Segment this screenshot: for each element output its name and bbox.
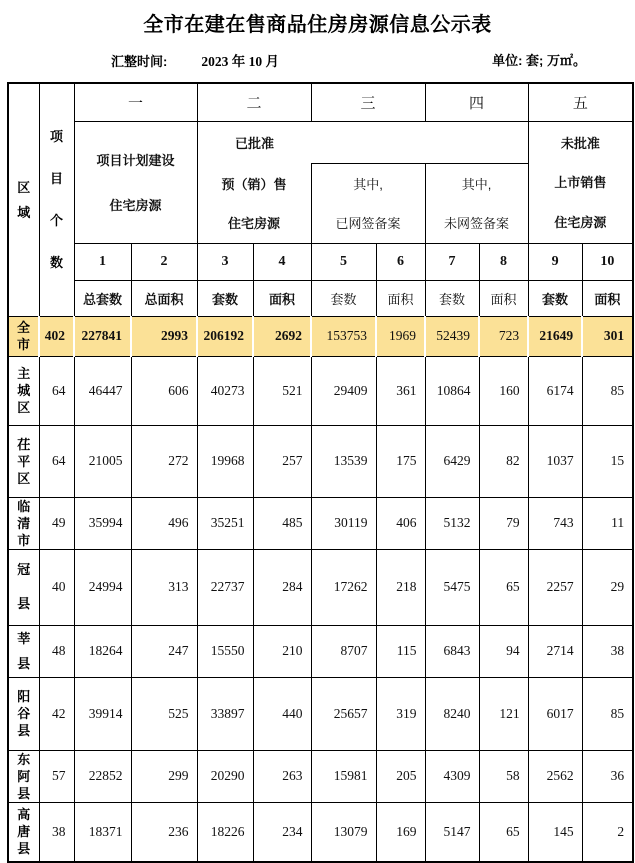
value-cell: 25657 [311,677,376,750]
value-cell: 29 [582,549,633,625]
value-cell: 18226 [197,802,253,862]
col-label-1: 总套数 [74,280,131,316]
column-label-row [8,280,633,316]
unit-label: 单位: 套; 万㎡。 [492,53,586,68]
table-row [8,356,633,425]
value-cell: 22737 [197,549,253,625]
value-cell: 525 [131,677,197,750]
value-cell: 606 [131,356,197,425]
col-number-8: 8 [479,243,528,280]
region-cell: 阳谷县 [8,677,39,750]
value-cell: 121 [479,677,528,750]
collect-time-value: 2023 年 10 月 [201,54,279,69]
value-cell: 236 [131,802,197,862]
meta-bar [7,50,632,70]
value-cell: 57 [39,750,74,802]
column-number-row [8,243,633,280]
value-cell: 17262 [311,549,376,625]
value-cell: 35251 [197,497,253,549]
value-cell: 206192 [197,316,253,356]
region-cell: 临清市 [8,497,39,549]
value-cell: 1969 [376,316,425,356]
value-cell: 210 [253,625,311,677]
value-cell: 48 [39,625,74,677]
header-unapproved: 未批准 上市销售 住宅房源 [528,121,633,243]
value-cell: 169 [376,802,425,862]
value-cell: 496 [131,497,197,549]
col-label-5: 套数 [311,280,376,316]
value-cell: 15981 [311,750,376,802]
table-row [8,677,633,750]
col-number-4: 4 [253,243,311,280]
value-cell: 2257 [528,549,582,625]
col-number-7: 7 [425,243,479,280]
table-row [8,750,633,802]
table-row [8,425,633,497]
table-row [8,549,633,625]
region-cell: 全市 [8,316,39,356]
header-project-count: 项目个数 [39,83,74,316]
col-number-5: 5 [311,243,376,280]
value-cell: 263 [253,750,311,802]
value-cell: 299 [131,750,197,802]
value-cell: 160 [479,356,528,425]
value-cell: 49 [39,497,74,549]
region-cell: 主城区 [8,356,39,425]
value-cell: 8707 [311,625,376,677]
header-group-1: 一 [74,83,197,121]
value-cell: 10864 [425,356,479,425]
value-cell: 2692 [253,316,311,356]
value-cell: 175 [376,425,425,497]
value-cell: 6843 [425,625,479,677]
value-cell: 65 [479,549,528,625]
value-cell: 64 [39,356,74,425]
collect-time-label: 汇整时间: [111,54,168,69]
value-cell: 5475 [425,549,479,625]
col-number-1: 1 [74,243,131,280]
value-cell: 18264 [74,625,131,677]
col-number-6: 6 [376,243,425,280]
value-cell: 64 [39,425,74,497]
value-cell: 79 [479,497,528,549]
header-planned: 项目计划建设 住宅房源 [74,121,197,243]
value-cell: 13079 [311,802,376,862]
value-cell: 485 [253,497,311,549]
col-label-10: 面积 [582,280,633,316]
header-unsigned: 其中, 未网签备案 [425,163,528,243]
region-cell: 茌平区 [8,425,39,497]
page-title: 全市在建在售商品住房房源信息公示表 [143,14,492,36]
value-cell: 319 [376,677,425,750]
value-cell: 2562 [528,750,582,802]
value-cell: 247 [131,625,197,677]
header-group-row [8,83,633,121]
value-cell: 18371 [74,802,131,862]
value-cell: 440 [253,677,311,750]
region-cell: 高唐县 [8,802,39,862]
value-cell: 30119 [311,497,376,549]
value-cell: 33897 [197,677,253,750]
value-cell: 313 [131,549,197,625]
value-cell: 85 [582,356,633,425]
value-cell: 19968 [197,425,253,497]
value-cell: 58 [479,750,528,802]
header-signed: 其中, 已网签备案 [311,163,425,243]
value-cell: 8240 [425,677,479,750]
value-cell: 20290 [197,750,253,802]
value-cell: 218 [376,549,425,625]
value-cell: 5132 [425,497,479,549]
value-cell: 5147 [425,802,479,862]
value-cell: 521 [253,356,311,425]
col-label-6: 面积 [376,280,425,316]
value-cell: 22852 [74,750,131,802]
col-label-9: 套数 [528,280,582,316]
header-group-4: 四 [425,83,528,121]
value-cell: 743 [528,497,582,549]
region-cell: 东阿县 [8,750,39,802]
value-cell: 115 [376,625,425,677]
header-group-5: 五 [528,83,633,121]
header-group-3: 三 [311,83,425,121]
col-label-4: 面积 [253,280,311,316]
header-region: 区域 [8,83,39,316]
page [0,8,635,863]
value-cell: 1037 [528,425,582,497]
col-label-8: 面积 [479,280,528,316]
value-cell: 6017 [528,677,582,750]
header-title-row [8,121,633,163]
value-cell: 36 [582,750,633,802]
value-cell: 4309 [425,750,479,802]
header-group-2: 二 [197,83,311,121]
col-number-9: 9 [528,243,582,280]
value-cell: 234 [253,802,311,862]
col-number-3: 3 [197,243,253,280]
value-cell: 257 [253,425,311,497]
value-cell: 65 [479,802,528,862]
value-cell: 52439 [425,316,479,356]
header-approved: 已批准 [197,121,528,163]
value-cell: 272 [131,425,197,497]
value-cell: 82 [479,425,528,497]
col-number-2: 2 [131,243,197,280]
value-cell: 723 [479,316,528,356]
value-cell: 29409 [311,356,376,425]
value-cell: 38 [39,802,74,862]
value-cell: 402 [39,316,74,356]
value-cell: 205 [376,750,425,802]
table-row [8,497,633,549]
value-cell: 301 [582,316,633,356]
value-cell: 227841 [74,316,131,356]
value-cell: 6174 [528,356,582,425]
value-cell: 94 [479,625,528,677]
value-cell: 13539 [311,425,376,497]
value-cell: 21649 [528,316,582,356]
value-cell: 40273 [197,356,253,425]
col-label-7: 套数 [425,280,479,316]
header-approved-presale: 预（销）售 住宅房源 [197,163,311,243]
value-cell: 46447 [74,356,131,425]
value-cell: 35994 [74,497,131,549]
value-cell: 15550 [197,625,253,677]
region-cell: 冠县 [8,549,39,625]
value-cell: 284 [253,549,311,625]
value-cell: 145 [528,802,582,862]
value-cell: 406 [376,497,425,549]
value-cell: 2714 [528,625,582,677]
value-cell: 42 [39,677,74,750]
value-cell: 85 [582,677,633,750]
value-cell: 2993 [131,316,197,356]
col-number-10: 10 [582,243,633,280]
value-cell: 40 [39,549,74,625]
region-cell: 莘县 [8,625,39,677]
value-cell: 38 [582,625,633,677]
col-label-3: 套数 [197,280,253,316]
col-label-2: 总面积 [131,280,197,316]
table-row [8,802,633,862]
value-cell: 39914 [74,677,131,750]
value-cell: 15 [582,425,633,497]
table-row [8,625,633,677]
housing-table [7,82,634,863]
table-row-citywide [8,316,633,356]
value-cell: 2 [582,802,633,862]
value-cell: 24994 [74,549,131,625]
value-cell: 6429 [425,425,479,497]
value-cell: 361 [376,356,425,425]
collect-time [111,50,279,70]
value-cell: 11 [582,497,633,549]
value-cell: 21005 [74,425,131,497]
value-cell: 153753 [311,316,376,356]
